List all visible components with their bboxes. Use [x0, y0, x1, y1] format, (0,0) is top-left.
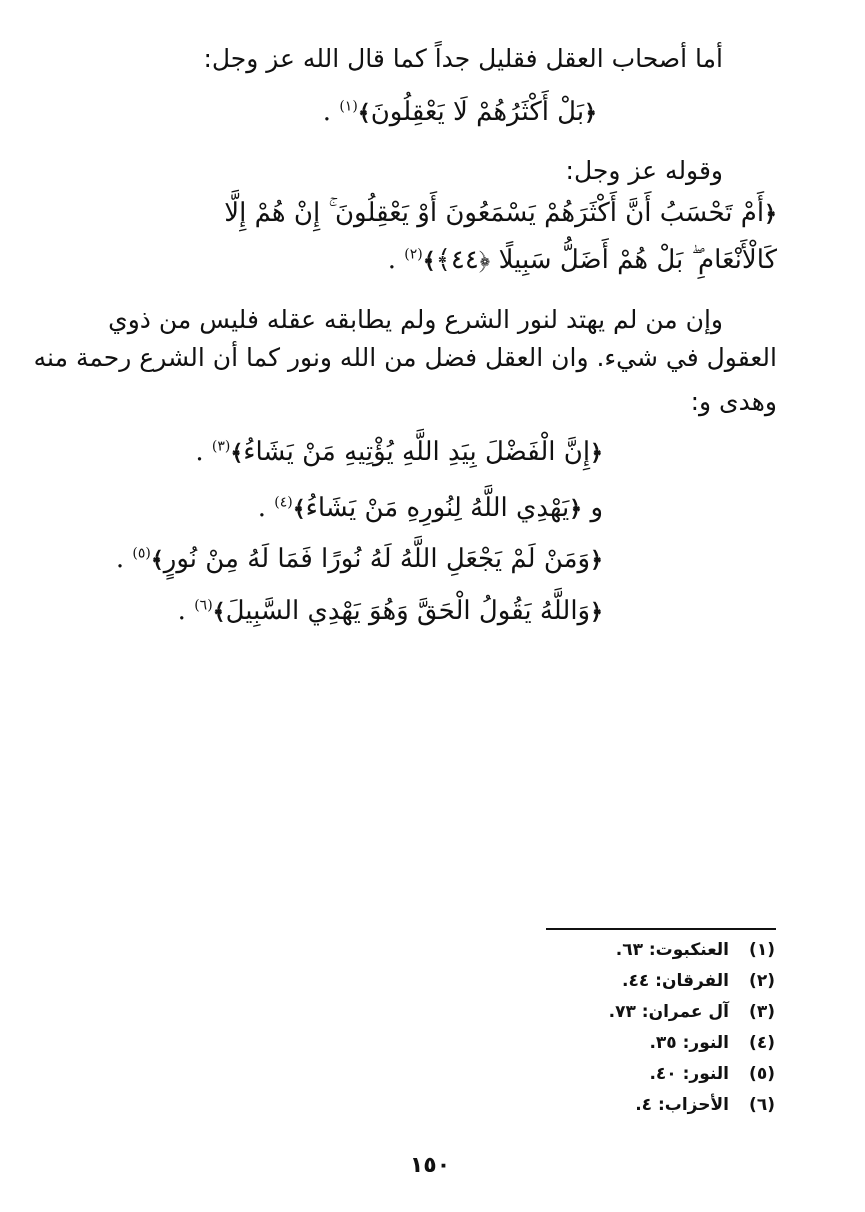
verse-end-dot: .	[257, 493, 266, 523]
verse-end-dot: .	[115, 544, 125, 574]
verse-end-dot: .	[177, 596, 186, 626]
footnote-1	[616, 942, 775, 959]
footnote-number: (٣)	[749, 1002, 775, 1022]
intro-line: أما أصحاب العقل فقليل جداً كما قال الله عز وجل:	[203, 44, 723, 73]
verse-4-prefix: و	[590, 493, 603, 523]
verse-open-bracket: ﴿	[584, 100, 597, 126]
quran-verse-3	[195, 437, 603, 468]
verse-close-bracket: ﴾	[292, 496, 306, 522]
footnote-number: (٦)	[749, 1095, 775, 1115]
footnote-number: (٤)	[749, 1033, 775, 1053]
footnote-ref-6: (٦)	[194, 597, 213, 614]
verse-2-text-b: كَالْأَنْعَامِ ۖ بَلْ هُمْ أَضَلُّ سَبِيلًا ﴿٤٤﴾	[435, 245, 777, 275]
paragraph-line-3: وهدى و:	[690, 387, 777, 416]
verse-close-bracket: ﴾	[357, 100, 371, 126]
verse-2-text-a: أَمْ تَحْسَبُ أَنَّ أَكْثَرَهُمْ يَسْمَعُونَ أَوْ يَعْقِلُونَ ۚ إِنْ هُمْ إِلَّا	[224, 198, 765, 228]
verse-end-dot: .	[195, 437, 204, 467]
quran-verse-2-line-2	[388, 245, 777, 276]
verse-close-bracket: ﴾	[150, 547, 164, 573]
footnote-ref-4: (٤)	[274, 494, 293, 511]
verse-5-text: وَمَنْ لَمْ يَجْعَلِ اللَّهُ لَهُ نُورًا فَمَا لَهُ مِنْ نُورٍ	[163, 544, 591, 574]
footnote-ref-5: (٥)	[132, 545, 151, 562]
verse-open-bracket: ﴿	[590, 440, 603, 466]
footnote-text: النور: ٤٠.	[649, 1064, 729, 1084]
footnote-5	[649, 1066, 775, 1083]
verse-open-bracket: ﴿	[569, 496, 583, 522]
verse-open-bracket: ﴿	[590, 547, 603, 573]
verse-end-dot: .	[322, 97, 332, 127]
verse-open-bracket: ﴿	[764, 201, 777, 227]
verse-close-bracket: ﴾	[422, 248, 436, 274]
quran-verse-1	[323, 97, 597, 128]
verse-close-bracket: ﴾	[212, 599, 226, 625]
footnote-2	[622, 973, 775, 990]
verse-close-bracket: ﴾	[230, 440, 244, 466]
footnote-divider	[546, 928, 776, 930]
paragraph-line-2: العقول في شيء. وان العقل فضل من الله ونور كما أن الشرع رحمة منه	[33, 343, 777, 372]
page-number: ١٥٠	[409, 1153, 451, 1178]
verse-open-bracket: ﴿	[590, 599, 603, 625]
footnote-text: النور: ٣٥.	[649, 1033, 729, 1053]
quran-verse-4	[258, 493, 603, 524]
footnote-text: الفرقان: ٤٤.	[622, 971, 729, 991]
footnote-number: (١)	[749, 940, 775, 960]
verse-1-text: بَلْ أَكْثَرُهُمْ لَا يَعْقِلُونَ	[370, 97, 585, 127]
footnote-ref-2: (٢)	[404, 246, 423, 263]
quran-verse-2-line-1	[224, 198, 777, 229]
footnote-4	[649, 1035, 775, 1052]
quran-verse-5	[116, 544, 603, 575]
footnote-text: آل عمران: ٧٣.	[608, 1002, 729, 1022]
footnote-text: الأحزاب: ٤.	[635, 1095, 729, 1115]
footnote-6	[635, 1097, 775, 1114]
footnote-3	[609, 1004, 775, 1021]
intro-line-2: وقوله عز وجل:	[565, 156, 723, 185]
footnote-ref-1: (١)	[339, 98, 358, 115]
footnote-number: (٥)	[749, 1064, 775, 1084]
paragraph-line-1: وإن من لم يهتد لنور الشرع ولم يطابقه عقله فليس من ذوي	[108, 305, 723, 334]
verse-3-text: إِنَّ الْفَضْلَ بِيَدِ اللَّهِ يُؤْتِيهِ مَنْ يَشَاءُ	[243, 437, 591, 467]
footnote-text: العنكبوت: ٦٣.	[615, 940, 729, 960]
footnote-ref-3: (٣)	[211, 438, 231, 455]
quran-verse-6	[178, 596, 603, 627]
verse-4-text: يَهْدِي اللَّهُ لِنُورِهِ مَنْ يَشَاءُ	[305, 493, 570, 523]
verse-6-text: وَاللَّهُ يَقُولُ الْحَقَّ وَهُوَ يَهْدِي السَّبِيلَ	[225, 596, 591, 626]
footnote-number: (٢)	[749, 971, 775, 991]
verse-end-dot: .	[387, 245, 396, 275]
